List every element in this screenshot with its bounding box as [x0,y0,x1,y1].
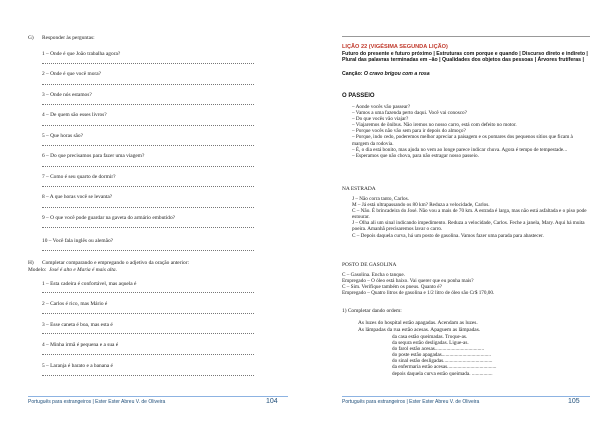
dialogue-line: – Viajaremos de ônibus. Não iremos no nosso carro, está com defeito no motor. [352,122,517,129]
exercise-line: do farol estão acesas...................................... [392,346,485,353]
road-line: C – Não. É brincadeira do José. Não vou a mais de 70 km. A estrada é larga, mas não está asfaltada e o piso pode estourar. [352,208,587,221]
dialogue-line: – Porque vocês não vão sem para ir depois do almoço? [352,128,466,135]
lesson-song-title: O cravo brigou com a rosa [363,71,430,77]
answer-line [42,375,254,376]
reading-title: O PASSEIO [342,93,375,99]
exercise-line: da casa estão queimadas. Troque-as. [392,334,468,340]
exercise-line: da sequra estão desligadas. Ligue-as. [392,340,469,347]
section-h-title: Completar comparando e empregando o adjetivo da oração anterior: [42,260,189,266]
dialogue-line: – É, o dia está bonito, mas ajuda no vem ao longe parece indicar chuva. Agora é tempo de tempestade... [352,146,568,153]
station-dialogue [342,272,588,296]
exercise-line: da enfermaria estão acesas...................................... [392,364,497,371]
comparison-2: 2 – Carlos é rico, mas Mário é [42,301,108,307]
question-10: 10 – Você fala inglês ou alemão? [42,238,114,244]
road-line: J – Não corra tanto, Carlos. [352,196,409,202]
model-label: Modelo: [28,267,47,273]
header-rule [342,36,590,37]
lesson-song-line [342,71,592,77]
right-page [300,0,600,424]
answer-line [42,166,254,167]
dialogue-line: – Do que vocês vão viajar? [352,116,409,123]
answer-line [42,145,254,146]
footer-rule [28,396,288,397]
answer-line [42,354,254,355]
model-text: José é alto e Maria é mais alta. [49,267,117,273]
exercise-intro-2: As lâmpadas da rua estão acesas. Apaguem as lâmpadas. [358,327,481,333]
question-3: 3 – Onde nós estamos? [42,92,92,98]
page-number: 105 [568,398,580,405]
station-line: Empregado – Quatro litros de gasolina e 1/2 litro de óleo são Cr$ 170,00. [342,290,495,297]
answer-line [42,84,254,85]
answer-line [42,250,254,251]
answer-line [42,186,254,187]
exercise-line: depois daquela curva estão queimada. ................ [392,370,493,377]
answer-line [42,333,254,334]
road-dialogue [352,196,588,239]
exercise-intro: As luzes do hospital estão apagadas. Acendam as luzes. [358,320,478,326]
dialogue-line: – Porque, indo cedo, poderemos melhor apreciar a paisagem e os pomares dos pequenos sítios que ficam à margem da rodovia. [352,134,573,147]
footer-text: Português para estrangeiros | Ester Ester Abreu V. de Oliveira [342,399,480,405]
comparison-5: 5 – Laranja é barato e a banana é [42,363,113,369]
comparison-3: 3 – Esse caneta é boa, mas esta é [42,322,113,328]
station-line: Empregado – O óleo está baixo. Vai querer que eu ponha mais? [342,278,474,285]
answer-line [42,63,254,64]
section-g-title: Responder às perguntas: [42,35,95,41]
exercise-line: do sinal estão desligadas...................................... [392,358,493,365]
answer-line [42,104,254,105]
dialogue-line: – Aonde vocês vão passear? [352,104,411,110]
answer-line [42,313,254,314]
lesson-title: LIÇÃO 22 (VIGÉSIMA SEGUNDA LIÇÃO) [342,44,448,50]
answer-line [42,227,254,228]
section-h-label: H) [28,260,34,266]
road-line: M – Já está ultrapassando os 80 km? Reduza a velocidade, Carlos. [352,202,490,209]
footer-rule [342,396,590,397]
answer-line [42,292,254,293]
station-line: C – Gasolina. Encha o tanque. [342,272,405,278]
answer-line [42,125,254,126]
question-8: 8 – A que horas você se levanta? [42,194,113,200]
question-2: 2 – Onde é que você mora? [42,71,101,77]
exercise-lines [392,334,588,377]
dialogue-block [352,104,588,159]
page-number: 104 [266,398,278,405]
dialogue-line: – Esperamos que não chova, para não estragar nosso passeio. [352,152,479,159]
comparison-1: 1 – Esta cadeira é confortável, mas aquela é [42,281,137,287]
lesson-topics: Futuro do presente e futuro próximo | Estruturas com porque e quando | Discurso direto e indireto | Plural das palavras terminadas em –ão | Qualidades dos objetos das pessoas | Árvores frutíferas | [342,51,588,64]
answer-line [42,207,254,208]
question-7: 7 – Como é seu quarto de dormir? [42,174,116,180]
question-1: 1 – Onde é que João trabalha agora? [42,51,121,57]
lesson-song-label: Canção: [342,71,363,77]
footer-text: Português para estrangeiros | Ester Ester Abreu V. de Oliveira [28,399,166,405]
question-4: 4 – De quem são esses livros? [42,112,107,118]
section-g-label: G) [28,35,34,41]
station-title: POSTO DE GASOLINA [342,262,397,268]
road-line: J – Olha ali um sinal indicando impedimento. Reduza a velocidade, Carlos. Feche a janela, Mary. Aqui há muita poeira. Amanhã precisaremos lavar o carro. [352,220,585,233]
road-line: C – Depois daquela curva, há um posto de gasolina. Vamos fazer uma parada para abastecer. [352,232,544,239]
dialogue-line: – Vamos a uma fazenda perto daqui. Você vai conosco? [352,110,467,117]
comparison-4: 4 – Minha irmã é pequena e a sua é [42,342,119,348]
question-5: 5 – Que horas são? [42,133,84,139]
exercise-line: do poste estão apagadas...................................... [392,352,491,359]
question-9: 9 – O que você pode guardar na gaveta do armário embutido? [42,215,176,221]
station-line: C – Sim. Verifique também os pneus. Quanto é? [342,284,442,291]
question-6: 6 – Do que precisamos para fazer uma viagem? [42,153,145,159]
road-title: NA ESTRADA [342,186,376,192]
exercise-title: 1) Completar dando ordem: [342,308,402,314]
